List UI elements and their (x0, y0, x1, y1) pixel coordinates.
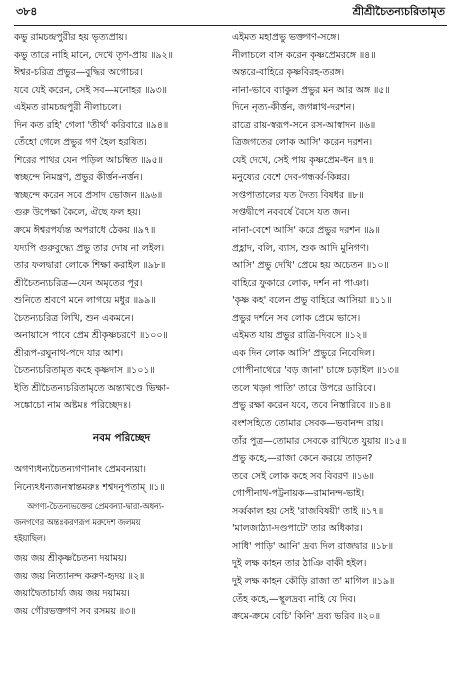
chapter-colophon (14, 380, 229, 415)
sanskrit-verse-line: অগণ্যধন্যচৈতন্যগণানাং প্রেমবন্যয়া। (14, 464, 146, 476)
verse-line: তাঁর পুত্র—তোমার সেবকে রাখিতে যুয়ায় ॥১৫॥ (232, 435, 407, 447)
spacer (14, 449, 229, 461)
verse-line: দুই লক্ষ কাহন তার ঠাঞি বাকী হইল। (232, 558, 367, 570)
translation-line: হইয়াছিল। (14, 533, 46, 544)
verse-line: গুরু উপেক্ষা কৈলে, ঐছে ফল হয়। (14, 207, 141, 219)
left-verses-bottom (14, 550, 229, 620)
verse-line: জয়াদ্বৈতাচার্য্য জয় জয় দয়াময়। (14, 588, 130, 600)
verse-line: এইমত যায় প্রভুর রাত্রি-দিবসে ॥১২॥ (232, 330, 368, 342)
verse-line: যবে যেই করেন, সেই সব—মনোহর ॥৯৩॥ (14, 84, 167, 96)
verse-line: ত্রিজগতের লোক আসি' করেন দরশন। (232, 137, 373, 149)
verse-line: বংশসহিতে তোমার সেবক—ভবানন্দ রায়। (232, 418, 384, 430)
verse-line: দিনে নৃত্য-কীর্ত্তন, জগন্নাথ-দরশন। (232, 102, 355, 114)
verse-line: তেঁহো গেলে প্রভুর গণ হৈল হরষিত। (14, 137, 147, 149)
verse-line (232, 643, 447, 661)
verse-line: কভু রামচন্দ্রপুরীর হয় ভৃত্যপ্রায়। (14, 32, 128, 43)
text-columns (14, 29, 447, 661)
verse-line: শ্রীরূপ-রঘুনাথ-পদে যার আশ। (14, 347, 124, 359)
left-column (14, 29, 229, 661)
colophon-line: সঙ্কোচো নাম অষ্টমঃ পরিচ্ছেদঃ। (14, 400, 131, 412)
verse-line: তলে খড়্গ পাতি' তারে উপরে ডারিবে। (232, 382, 376, 394)
verse-line: জয় জয় শ্রীকৃষ্ণচৈতন্য দয়াময়। (14, 553, 127, 565)
chapter-heading: নবম পরিচ্ছেদ (92, 432, 151, 445)
verse-line: অনায়াসে পাবে প্রেম শ্রীকৃষ্ণচরণে ॥১০০॥ (14, 330, 168, 342)
verse-line: যেই দেখে, সেই পায় কৃষ্ণপ্রেম-ধন ॥৭॥ (232, 154, 374, 166)
book-title: শ্রীশ্রীচৈতন্যচরিতামৃত (352, 5, 445, 18)
verse-line: তেঁহ কহে,—স্থূলদ্রব্য নাহি যে দিব। (232, 593, 356, 605)
verse-line: প্রভুর দর্শনে সব লোক প্রেমে ভাসে। (232, 312, 361, 324)
verse-line: দিন কত রহি' গেলা 'তীর্থ' করিবারে ॥৯৪॥ (14, 119, 169, 131)
verse-line: নীলাচলে বাস করেন কৃষ্ণপ্রেমরঙ্গে ॥৪॥ (232, 49, 376, 61)
verse-line: সপ্তপাতালের যত দৈত্য বিষধর ॥৮॥ (232, 189, 364, 201)
verse-line: গোপীনাথ-পট্টনায়ক—রামানন্দ-ভাই। (232, 488, 364, 500)
verse-line: এইমত রামচন্দ্রপুরী নীলাচলে। (14, 102, 122, 114)
verse-line: এক দিন লোক আসি' প্রভুরে নিবেদিল। (232, 347, 375, 359)
opening-verse (14, 461, 229, 496)
verse-line: নানা-বেশে আসি' করে প্রভুর দরশন ॥৯॥ (232, 225, 380, 237)
verse-line: দুই লক্ষ কাহন কৌড়ি রাজা ত' মাগিল ॥১৯॥ (232, 575, 395, 587)
verse-line: জয় জয় নিত্যানন্দ করুণ-হৃদয় ॥২॥ (14, 570, 145, 582)
verse-line: বাহিরে ফুকারে লোক, দর্শন না পাঞা। (232, 277, 369, 289)
verse-line: যদ্যপি গুরুবুদ্ধ্যে প্রভু তার দোষ না লইল। (14, 242, 164, 254)
verse-line: গোপীনাথেরে 'বড় জানা' চাঙ্গে চড়াইল ॥১৩॥ (232, 365, 400, 377)
verse-line: অন্তরে-বাহিরে কৃষ্ণবিরহ-তরঙ্গ। (232, 67, 345, 79)
verse-line: 'মালজাঠ্যা-দণ্ডপাটে' তার অধিকার। (232, 523, 363, 535)
verse-line: তার ফলদ্বারা লোকে শিক্ষা করাইল ॥৯৮॥ (14, 260, 166, 272)
verse-line: শ্রীচৈতন্যচরিত্র—যেন অমৃতের পূর। (14, 277, 143, 289)
verse-line: চৈতন্যচরিতামৃত কহে কৃষ্ণদাস ॥১০১॥ (14, 365, 155, 377)
translation-line: জনগণের অন্তঃকরণরূপ মরুদেশ জলময় (14, 517, 141, 528)
colophon-line: ইতি শ্রীচৈতন্যচরিতামৃতে অন্ত্যখণ্ডে ভিক্ষা- (14, 382, 170, 394)
verse-line: ঈশ্বর-চরিত্র প্রভুর—বুদ্ধির অগোচর। (14, 67, 143, 79)
verse-line: নানা-ভাবে ব্যাকুল প্রভুর মন আর অঙ্গ ॥৫॥ (232, 84, 390, 96)
page-header (14, 4, 447, 24)
verse-line: আসি' প্রভু দেখি' প্রেমে হয় অচেতন ॥১০॥ (232, 260, 389, 272)
verse-line: ক্রমে-ক্রমে বেচি' কিনি' দ্রব্য ভরিব ॥২০॥ (232, 611, 381, 623)
verse-line: চৈতন্যচরিত্র লিখি, শুন একমনে। (14, 312, 134, 324)
sanskrit-verse-line: নিন্যেঽধন্যজনস্বান্তমরুঃ শশ্বদনূপতাম্ ॥১॥ (14, 481, 165, 493)
verse-line: সাধি' পাড়ি' আনি' দ্রব্য দিল রাজদ্বার ॥১৮॥ (232, 540, 394, 552)
left-verses-top (14, 29, 229, 380)
verse-line: প্রহ্লাদ, বলি, ব্যাস, শুক আদি মুনিগণ। (232, 242, 369, 254)
verse-line: শুনিতে শ্রবণে মনে লাগয়ে মধুর ॥৯৯॥ (14, 295, 156, 307)
verse-line: ক্রমে ঈশ্বরপর্য্যন্ত অপরাধে ঠেকয় ॥৯৭॥ (14, 225, 156, 237)
verse-line: এইমত মহাপ্রভু ভক্তগণ-সঙ্গে। (232, 32, 340, 43)
verse-line: জয় গৌরভক্তগণ সব রসময় ॥৩॥ (14, 605, 136, 617)
translation-line: অগণ্য-চৈতন্যভক্তের প্রেমবন্যা-দ্বারা-অধন্য- (27, 501, 164, 512)
verse-line (232, 626, 447, 644)
header-rule (14, 25, 447, 26)
verse-line: প্রভু রক্ষা করেন যবে, তবে নিস্তারিবে ॥১৪॥ (232, 400, 391, 412)
verse-line: রাত্রে রায়-স্বরূপ-সনে রস-আস্বাদন ॥৬॥ (232, 119, 376, 131)
verse-line: স্বচ্ছন্দে করেন সবে প্রসাদ ভোজন ॥৯৬॥ (14, 189, 163, 201)
right-column (232, 29, 447, 661)
verse-line: 'কৃষ্ণ কহ' বলেন প্রভু বাহিরে আসিয়া ॥১১॥ (232, 295, 392, 307)
verse-line: মনুষ্যের বেশে দেব-গন্ধর্ব্ব-কিন্নর। (232, 172, 350, 184)
verse-line: শিরের পাথর যেন পড়িল আচম্বিত ॥৯৫॥ (14, 154, 163, 166)
verse-line: স্বচ্ছন্দে নিমন্ত্রণ, প্রভুর কীর্ত্তন-নর্ত্তন। (14, 172, 143, 184)
verse-line: প্রভু কহে,—রাজা কেনে করয়ে তাড়ন? (232, 453, 373, 465)
verse-line: কভু তারে নাহি মানে, দেখে তৃণ-প্রায় ॥৯২॥ (14, 49, 173, 61)
verse-translation (14, 498, 229, 546)
verse-line: তবে সেই লোক কহে সব বিবরণ ॥১৬॥ (232, 470, 374, 482)
verse-line: সপ্তদ্বীপে নববর্ষে বৈসে যত জন। (232, 207, 350, 219)
page-number: ৩৮৪ (16, 5, 38, 18)
verse-line: সর্ব্বকাল হয় সেই 'রাজবিষয়ী' তাই ॥১৭॥ (232, 505, 384, 517)
spacer (14, 415, 229, 427)
